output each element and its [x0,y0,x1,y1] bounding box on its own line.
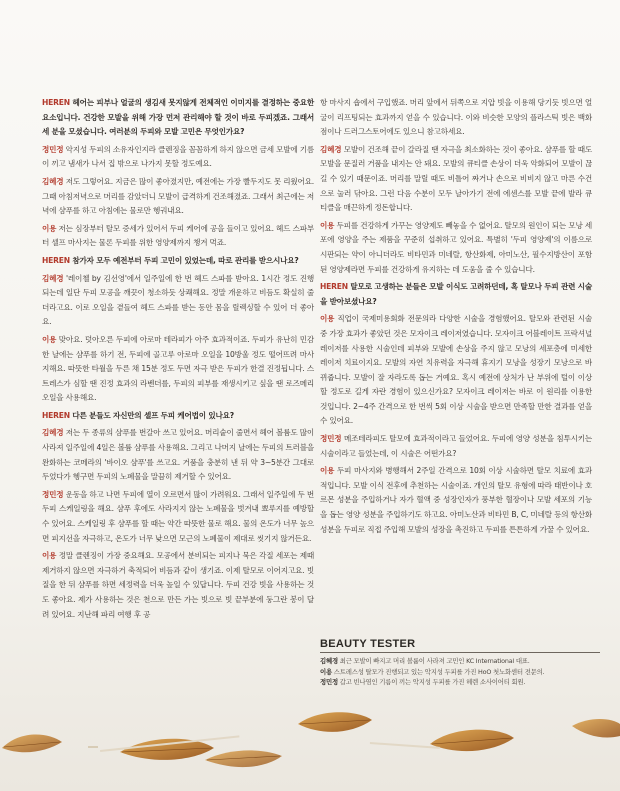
paragraph-text: 저는 심장부터 탈모 증세가 있어서 두피 케어에 공을 들이고 있어요. 헤드 스파부터 셀프 마사지는 물론 두피를 위한 영양제까지 챙겨 먹죠. [42,223,314,248]
answer-paragraph [42,143,314,172]
question-paragraph [42,409,314,424]
speaker-name: 이용 [42,334,57,344]
leaf-icon [120,739,214,760]
answer-paragraph [320,96,592,140]
question-paragraph [42,254,314,269]
answer-paragraph [320,312,592,429]
leaf-icon [205,750,282,767]
stick-icon [370,742,440,749]
stick-icon [88,746,98,748]
speaker-name: 이용 [42,223,57,233]
paragraph-text: 운동을 하고 나면 두피에 열이 오르면서 많이 가려워요. 그래서 일주일에 두 번 두피 스케일링을 해요. 샴푸 후에도 사라지지 않는 노폐물을 벗겨내 뾰루지를 예방할 수 있어요. 스케일링 후 샴푸를 할 때는 약간 따뜻한 물로 해요. 물의 온도가 너무 높으면 피지선을 자극하고, 온도가 너무 낮으면 모근의 노폐물이 제대로 씻기지 않거든요. [42,489,314,543]
paragraph-text: 탈모로 고생하는 분들은 모발 이식도 고려하던데, 혹 탈모나 두피 관련 시술을 받아보셨나요? [320,282,592,306]
paragraph-text: 저도 그렇어요. 지금은 많이 좋아졌지만, 예전에는 가장 빨두지도 못 리웠어요. 그때 아침저녁으로 머리를 감았더니 모발이 급격하게 건조해졌죠. 그래서 최근에는 저녁에 샴푸를 하고 아침에는 물로만 헹궈내요. [42,176,315,216]
tester-name: 이용 [320,667,332,676]
answer-paragraph [320,464,592,537]
tester-name: 김혜경 [320,657,338,665]
speaker-name: 정민정 [42,144,64,154]
paragraph-text: 두피를 건강하게 가꾸는 영양제도 빼놓을 수 없어요. 탈모의 원인이 되는 모낭 세포에 영양을 주는 제품을 꾸준히 섭취하고 있어요. 특별히 '두피 영양제'의 이름으로 시판되는 약이 아니더라도 비타민과 미네랄, 항산화제, 아미노산, 필수지방산이 포함된 영양제라면 두피를 건강하게 유지하는 데 도움을 줄 수 있습니다. [320,220,592,274]
answer-paragraph [42,222,314,251]
brand-label: HEREN [320,282,348,292]
answer-paragraph [42,272,314,330]
beauty-tester-box [320,638,600,688]
speaker-name: 이용 [42,551,57,561]
paragraph-text: 모발이 건조해 끝이 갈라질 땐 자극을 최소화하는 것이 좋아요. 샴푸를 할 때도 모발을 문질러 거품을 내지는 안 돼요. 모발의 큐티클 손상이 더욱 악화되어 모발이 끊길 수 있기 때문이죠. 머리를 말릴 때도 비틀어 짜거나 손으로 비비지 않고 마른 수건으로 눌러 닦아요. 그런 다음 수분이 모두 날아가기 전에 에센스를 모발 끝에 발라 큐티클을 매끈하게 정돈합니다. [320,144,592,213]
speaker-name: 김혜경 [42,176,64,186]
paragraph-text: 다른 분들도 자신만의 셀프 두피 케어법이 있나요? [72,410,234,420]
brand-label: HEREN [42,98,70,107]
brand-label: HEREN [42,255,70,265]
right-column [320,96,592,540]
speaker-name: 이용 [320,220,335,230]
leaf-icon [572,719,620,738]
brand-label: HEREN [42,410,70,420]
beauty-tester-line [320,677,600,688]
speaker-name: 김혜경 [42,428,64,438]
speaker-name: 정민정 [42,489,64,499]
speaker-name: 정민정 [320,434,342,444]
paragraph-text: 악지성 두피의 소유자인지라 클렌징을 꼼꼼하게 하지 않으면 금세 모발에 기름이 끼고 냄새가 나서 집 밖으로 나가지 못할 정도예요. [42,144,314,169]
beauty-tester-line [320,667,600,678]
paragraph-text: 맞아요. 덧아오른 두피에 아로마 테라피가 아주 효과적이죠. 두피가 유난히 민감한 날에는 샴푸를 하기 전, 두피에 골고루 아로마 오일을 10방울 정도 떨어뜨려 마사지해요. 따뜻한 타월을 두른 채 15분 정도 두면 자극 받은 두피가 한결 진정됩니다. 스트레스가 심할 땐 진정 효과의 라벤더를, 두피의 피부를 재생시키고 싶을 땐 로즈메리 오일을 사용해요. [42,334,314,403]
paragraph-text: 헤어는 피부나 얼굴의 생김새 못지않게 전체적인 이미지를 결정하는 중요한 요소입니다. 건강한 모발을 위해 가장 먼저 관리해야 할 것이 바로 두피겠죠. 그래서 세 분을 모셨습니다. 여러분의 두피와 모발 고민은 무엇인가요? [42,98,314,137]
tester-desc: 갑고 빈나염인 기름이 끼는 악지성 두피를 가진 헤렌 소사이어티 회원. [339,678,526,686]
left-column [42,96,314,625]
paragraph-text: 참가자 모두 예전부터 두피 고민이 있었는데, 따로 관리를 받으시나요? [72,255,299,265]
beauty-tester-title: BEAUTY TESTER [320,638,600,653]
leaf-icon [430,730,514,751]
answer-paragraph [42,175,314,219]
answer-paragraph [320,432,592,461]
dried-leaves-decoration [0,690,620,791]
tester-name: 정민정 [320,678,338,686]
speaker-name: 김혜경 [42,273,64,283]
answer-paragraph [320,219,592,277]
tester-desc: 스트레스성 탈모가 진행되고 있는 악지성 두피를 가진 HoO 첫노화센터 전문의. [333,667,545,676]
paragraph-text: 두피 마사지와 병행해서 2주일 간격으로 10회 이상 시술하면 탈모 치료에 효과적입니다. 모발 이식 전후에 추천하는 시술이죠. 개인의 탈모 유형에 따라 태반이나 호르몬 성분을 주입하거나 자가 혈액 중 성장인자가 풍부한 혈장이나 모발 세포의 기능을 돕는 영양 성분을 주입하기도 하고요. 아미노산과 비타민 B, C, 미네랄 등의 항산화 성분을 두피로 직접 주입해 모발의 성장을 촉진하고 두피를 튼튼하게 가꿀 수 있어요. [320,466,592,534]
question-paragraph [42,96,314,140]
question-paragraph [320,280,592,309]
answer-paragraph [42,426,314,484]
paragraph-text: 저는 두 종류의 샴푸를 번갈아 쓰고 있어요. 머리숱이 줄면서 헤어 볼륨도 많이 사라져 일주일에 4일은 볼륨 샴푸를 사용해요. 그리고 나머지 날에는 두피의 트러블을 완화하는 코메라의 '바이오 샴푸'를 쓰고요. 거품을 충분히 낸 뒤 약 3~5분간 그대로 두었다가 헹구면 두피의 노폐물을 말끔히 제거할 수 있어요. [42,428,314,482]
paragraph-text: '레이첼 by 김선영'에서 일주일에 한 번 헤드 스파를 받아요. 1시간 정도 진행되는데 일단 두피 모공을 깨끗이 청소하듯 상쾌해요. 정말 개운하고 비듬도 확실히 줄더라고요. 이로 오일을 곁들여 헤드 스파를 받는 동안 몸을 릴렉싱할 수 있어 더 좋아요. [42,273,314,327]
answer-paragraph [42,333,314,406]
paragraph-text: 정말 클렌징이 가장 중요해요. 모공에서 분비되는 피지나 묵은 각질 세포는 제때 제거하지 않으면 자극하거 축적되어 비듬과 같이 생기죠. 이제 탈모로 이어지고요. 빗질을 한 뒤 샴푸를 하면 세정력을 더욱 높일 수 있답니다. 두피 건강 빗을 사용하는 것도 좋아요. 제가 사용하는 것은 천으로 만든 가는 빗으로 빗 끝부분에 둥그란 봉이 달려 있어요. 지난해 파리 여행 후 공 [42,551,315,619]
answer-paragraph [320,143,592,216]
paragraph-text: 메조테라피도 탈모에 효과적이라고 들었어요. 두피에 영양 성분을 침투시키는 시술이라고 들었는데, 이 시술은 어떤가요? [320,434,593,458]
speaker-name: 이용 [320,466,335,476]
speaker-name: 이용 [320,314,335,324]
answer-paragraph [42,549,314,622]
paragraph-text: 항 마사지 숍에서 구입했죠. 머리 앞에서 뒤쪽으로 지압 빗을 이용해 당기듯 빗으면 얼굴이 리프팅되는 효과까지 얻을 수 있습니다. 이와 비슷한 모양의 플라스틱 빗은 백화점이나 드러그스토어에도 있으니 참고하세요. [320,98,592,137]
answer-paragraph [42,488,314,546]
beauty-tester-line [320,656,600,667]
tester-desc: 최근 모발이 빠지고 머리 볼륨이 사라져 고민인 KC International 대표. [339,657,530,665]
leaf-icon [298,712,372,732]
paragraph-text: 직업이 국제미용회화 전문의라 다양한 시술을 경험했어요. 탈모와 관련된 시술 중 가장 효과가 좋았던 것은 모자이크 레이저였습니다. 모자이크 어블레이트 프락셔널 레이저를 사용한 시술인데 피부와 모발에 손상을 주지 않고 모낭의 세포층에 미세한 레이저 치료이지요. 모발의 자연 치유력을 자극해 휴지기 모낭을 성장기 모낭으로 바뀌줍니다. 모발이 잘 자라도록 돕는 거예요. 혹시 예전에 상처가 난 부위에 털이 이상할 정도로 길게 자란 경험이 있으신가요? 모자이크 레이저는 바로 이 원리를 이용한 것입니다. 2~4주 간격으로 한 번씩 5회 이상 시술을 받으면 만족할 만한 결과를 얻을 수 있어요. [320,314,593,426]
speaker-name: 김혜경 [320,144,342,154]
leaf-icon [2,734,62,752]
